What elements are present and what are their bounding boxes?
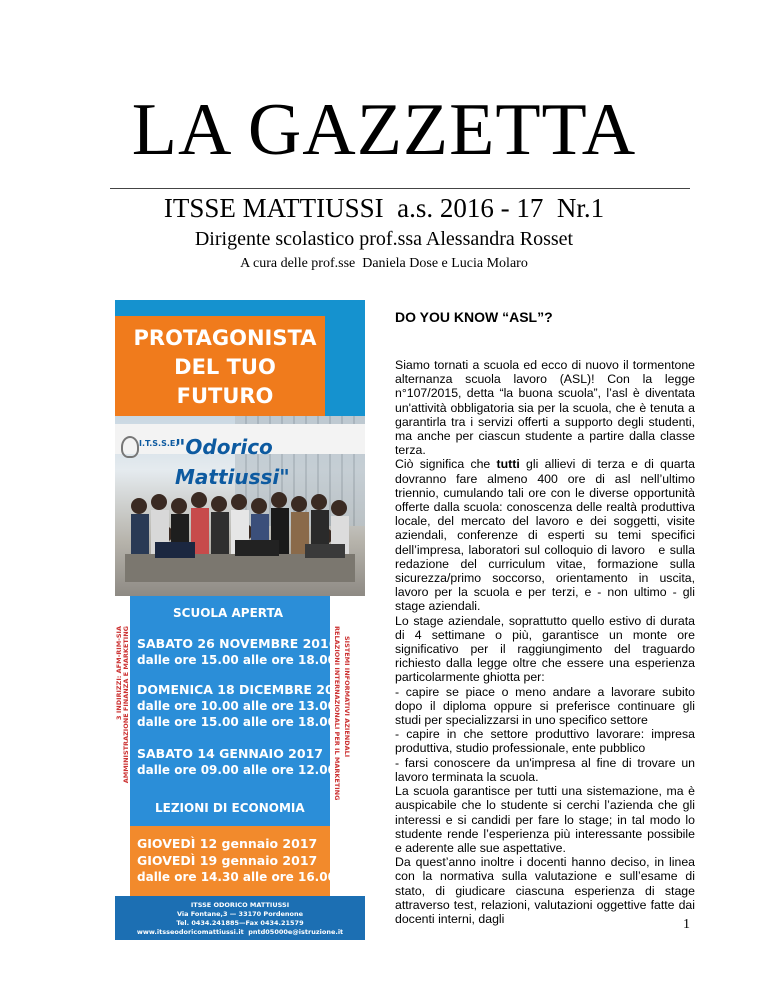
side-left-text-2: AMMINISTRAZIONE FINANZA E MARKETING bbox=[122, 626, 130, 784]
school-seal-icon bbox=[121, 436, 139, 458]
poster-body bbox=[115, 596, 365, 940]
paragraph-2-rest: gli allievi di terza e di quarta dovranno fare almeno 400 ore di asl nell’ultimo triennio, cumulando tali ore con le diverse opportunità offerte dalla scuola: conoscenza delle realtà produttiva locale, del mercato del lavoro e dei soggetti, visite aziendali, conferenze di esperti su temi specifici dell’impresa, laboratori sul colloquio di lavoro e sulla redazione del curriculum vitae, formazione sulla sicurezza/primo soccorso, orientamento in uscita, lavoro per la scuola e per terzi, e - non ultimo - gli stage aziendali. bbox=[395, 457, 699, 614]
bullet-3: - farsi conoscere da un'impresa al fine di trovare un lavoro terminata la scuola. bbox=[395, 755, 695, 784]
paragraph-4: La scuola garantisce per tutti una sistemazione, ma è auspicabile che lo studente si cerchi l’azienda che gli interessi e si candidi per fare lo stage; in tal modo lo studente rende l’esperienza più interessante possibile e aderente alle sue aspettative. bbox=[395, 784, 695, 855]
issue-line: ITSSE MATTIUSSI a.s. 2016 - 17 Nr.1 bbox=[163, 193, 605, 223]
date-1: SABATO 26 NOVEMBRE 2016 bbox=[137, 636, 338, 651]
paragraph-2-start: Ciò significa che bbox=[395, 457, 497, 472]
paragraph-5: Da quest’anno inoltre i docenti hanno deciso, in linea con la normativa sulla valutazione e sull’esame di stato, di giudicare ciascuna esperienza di stage attraverso test, relazioni, valutazioni oggettive fatte dai docenti interni, dagli bbox=[395, 855, 695, 926]
school-name: "Odorico Mattiussi" bbox=[175, 435, 290, 489]
poster-title bbox=[125, 324, 325, 411]
footer-line-4: www.itsseodoricomattiussi.it pntd05000e@istruzione.it bbox=[136, 928, 344, 936]
open-heading: SCUOLA APERTA bbox=[173, 606, 284, 620]
students-group-image bbox=[125, 484, 355, 582]
editors-line: A cura delle prof.sse Daniela Dose e Lucia Molaro bbox=[240, 256, 528, 271]
time-3: dalle ore 09.00 alle ore 12.00 bbox=[137, 763, 336, 777]
lesson-time: dalle ore 14.30 alle ore 16.00 bbox=[137, 870, 336, 884]
date-3: SABATO 14 GENNAIO 2017 bbox=[137, 746, 323, 761]
article-title: DO YOU KNOW “ASL”? bbox=[395, 309, 553, 325]
poster-header bbox=[115, 300, 365, 416]
article-body bbox=[395, 358, 699, 926]
footer-line-3: Tel. 0434.241885—Fax 0434.21579 bbox=[176, 919, 304, 927]
lesson-1: GIOVEDÌ 12 gennaio 2017 bbox=[137, 836, 318, 851]
page-number: 1 bbox=[683, 917, 690, 932]
time-1: dalle ore 15.00 alle ore 18.00 bbox=[137, 653, 336, 667]
bullet-1: - capire se piace o meno andare a lavorare subito dopo il diploma oppure si preferisce continuare gli studi per specializzarsi in uno specifico settore bbox=[395, 684, 695, 728]
masthead: LA GAZZETTA bbox=[131, 89, 637, 171]
masthead-rule bbox=[110, 188, 690, 189]
paragraph-1: Siamo tornati a scuola ed ecco di nuovo il tormentone alternanza scuola lavoro (ASL)! Con la legge n°107/2015, detta “la buona scuola”, l’asl è diventata un'attività obbligatoria sia per la scuola, che è tenuta a garantirla tra i servizi offerti a supporto degli studenti, ma anche per ciascun studente a partire dalla classe terza. bbox=[395, 358, 695, 458]
school-banner bbox=[115, 424, 365, 489]
side-left-text-1: 3 INDIRIZZI: AFM-RIM-SIA bbox=[115, 626, 123, 720]
lesson-2: GIOVEDÌ 19 gennaio 2017 bbox=[137, 853, 318, 868]
side-right-text-2: SISTEMI INFORMATIVI AZIENDALI bbox=[343, 636, 351, 758]
paragraph-3: Lo stage aziendale, soprattutto quello estivo di durata di 4 settimane o più, garantisce un monte ore significativo per il raggiungimento del traguardo richiesto dalla legge oltre che essere una esperienza particolarmente ghiotta per: bbox=[395, 613, 695, 685]
poster-title-line-2: DEL TUO FUTURO bbox=[174, 355, 276, 408]
time-2a: dalle ore 10.00 alle ore 13.00 bbox=[137, 699, 336, 713]
paragraph-2-emphasis: tutti bbox=[496, 457, 520, 472]
poster-photo bbox=[115, 416, 365, 596]
lessons-heading: LEZIONI DI ECONOMIA bbox=[155, 801, 305, 815]
time-2b: dalle ore 15.00 alle ore 18.00 bbox=[137, 715, 336, 729]
paragraph-2 bbox=[395, 457, 699, 614]
poster-footer bbox=[115, 896, 365, 940]
poster-title-line-1: PROTAGONISTA bbox=[133, 326, 317, 350]
date-2: DOMENICA 18 DICEMBRE 2016 bbox=[137, 682, 352, 697]
school-label: I.T.S.S.E. bbox=[139, 439, 179, 448]
footer-line-1: ITSSE ODORICO MATTIUSSI bbox=[190, 901, 290, 909]
principal-line: Dirigente scolastico prof.ssa Alessandra Rosset bbox=[194, 228, 574, 250]
poster bbox=[115, 300, 365, 940]
bullet-2: - capire in che settore produttivo lavorare: impresa produttiva, studio professionale, ente pubblico bbox=[395, 727, 695, 756]
side-right-text-1: RELAZIONI INTERNAZIONALI PER IL MARKETING bbox=[333, 626, 341, 801]
footer-line-2: Via Fontane,3 — 33170 Pordenone bbox=[176, 910, 304, 918]
